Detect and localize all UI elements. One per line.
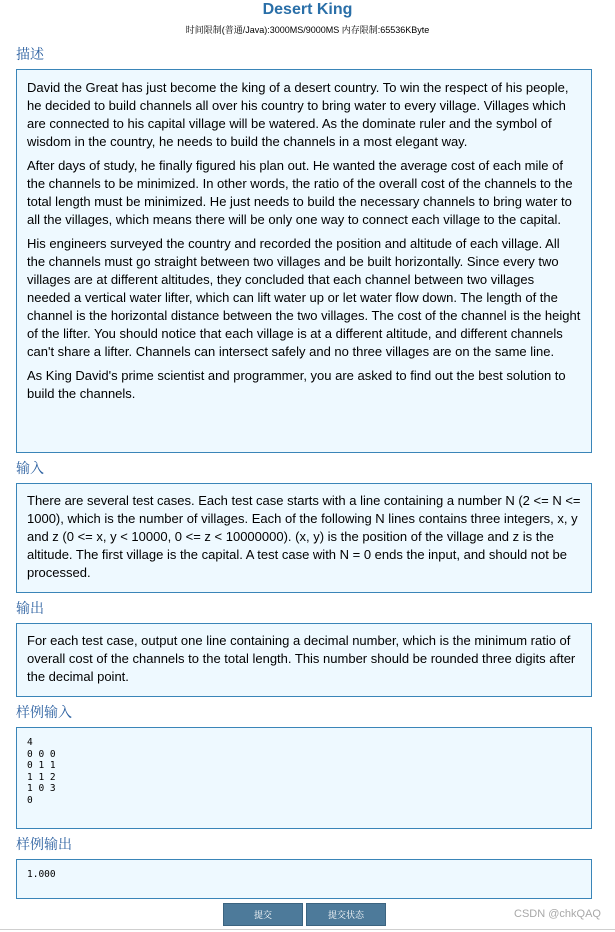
sample-input-line: 4 (27, 737, 33, 748)
output-text: For each test case, output one line containing a decimal number, which is the minimum ratio of overall cost of the channels to the total length. This number should be rounded three digits after the decimal point. (27, 633, 576, 684)
description-paragraph-3: His engineers surveyed the country and recorded the position and altitude of each village. All the channels must go straight between two villages and be built horizontally. Since every two villages are at different altitudes, they concluded that each channel between two villages needed a vertical water lifter, which can lift water up or let water flow down. The length of the channel is the horizontal distance between the two villages. The cost of the channel is the height of the lifter. You should notice that each village is at a different altitude, and different channels can't share a lifter. Channels can intersect safely and no three villages are on the same line. (27, 236, 581, 359)
input-text: There are several test cases. Each test case starts with a line containing a number N (2 <= N <= 1000), which is the number of villages. Each of the following N lines contains three integers, x, y and z (0 <= x, y < 10000, 0 <= z < 10000000). (x, y) is the position of the village and z is the altitude. The first village is the capital. A test case with N = 0 ends the input, and should not be processed. (27, 493, 581, 580)
input-box (16, 483, 592, 593)
sample-input-line: 1 1 2 (27, 771, 56, 783)
sample-input-line: 0 1 1 (27, 760, 56, 771)
output-box (16, 623, 592, 697)
description-paragraph-1: David the Great has just become the king of a desert country. To win the respect of his people, he decided to build channels all over his country to bring water to every village. Villages which are connected to his capital village will be watered. As the dominate ruler and the symbol of wisdom in the country, he needs to build the channels in a most elegant way. (27, 80, 569, 149)
description-paragraph-4: As King David's prime scientist and programmer, you are asked to find out the best solution to build the channels. (27, 368, 566, 401)
sample-input-line: 0 (27, 794, 33, 806)
submit-button[interactable]: 提交 (223, 903, 303, 926)
problem-title: Desert King (262, 1, 353, 18)
input-heading: 输入 (16, 460, 44, 476)
limits-info: 时间限制(普通/Java):3000MS/9000MS 内存限制:65536KByte (185, 25, 430, 35)
sample-input-heading: 样例输入 (16, 704, 72, 720)
watermark: CSDN @chkQAQ (514, 908, 601, 920)
sample-output-line: 1.000 (27, 869, 56, 880)
sample-input-line: 0 0 0 (27, 748, 56, 760)
bottom-divider (0, 929, 615, 930)
sample-input-box (16, 727, 592, 829)
sample-input-line: 1 0 3 (27, 783, 56, 794)
description-heading: 描述 (16, 46, 44, 62)
sample-output-heading: 样例输出 (16, 836, 72, 852)
output-heading: 输出 (16, 600, 44, 616)
description-box (16, 69, 592, 453)
sample-output-box (16, 859, 592, 899)
description-paragraph-2: After days of study, he finally figured his plan out. He wanted the average cost of each mile of the channels to be minimized. In other words, the ratio of the overall cost of the channels to the total length must be minimized. He just needs to build the necessary channels to bring water to all the villages, which means there will be only one way to connect each village to the capital. (27, 158, 573, 227)
submit-status-button[interactable]: 提交状态 (306, 903, 386, 926)
